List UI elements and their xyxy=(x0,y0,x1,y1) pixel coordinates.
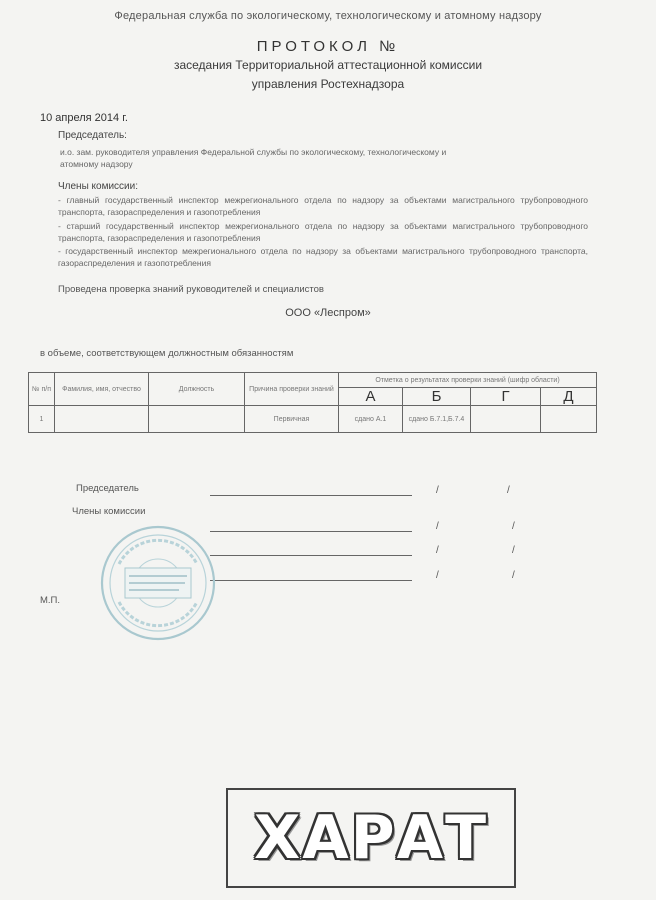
document-title: ПРОТОКОЛ № xyxy=(256,38,400,55)
cell-d xyxy=(541,406,597,433)
watermark-box xyxy=(226,788,516,888)
slash-mark: / xyxy=(512,521,515,532)
slash-mark: / xyxy=(436,485,439,496)
protocol-date: 10 апреля 2014 г. xyxy=(40,112,128,124)
header-col-b: Б xyxy=(403,388,471,406)
member-item: - государственный инспектор межрегионального отдела по надзору за объектами магистрального трубопроводного транспорта, газораспределения и газопотребления xyxy=(58,246,588,268)
header-num: № п/п xyxy=(29,373,55,406)
official-seal xyxy=(99,524,217,642)
header-results: Отметка о результатах проверки знаний (шифр области) xyxy=(339,373,597,388)
slash-mark: / xyxy=(436,545,439,556)
seal-place-label: М.П. xyxy=(40,595,61,606)
slash-mark: / xyxy=(512,545,515,556)
member-signature-line xyxy=(210,555,412,556)
chairman-signature-line xyxy=(210,495,412,496)
cell-reason: Первичная xyxy=(245,406,339,433)
header-col-d: Д xyxy=(541,388,597,406)
table-row xyxy=(29,406,597,433)
members-heading: Члены комиссии: xyxy=(58,181,139,192)
header-name: Фамилия, имя, отчество xyxy=(55,373,149,406)
document-subtitle-line1: заседания Территориальной аттестационной комиссии xyxy=(173,58,483,72)
chairman-signature-label: Председатель xyxy=(76,483,139,494)
cell-g xyxy=(471,406,541,433)
chairman-heading: Председатель: xyxy=(58,130,127,141)
slash-mark: / xyxy=(436,521,439,532)
header-col-a: А xyxy=(339,388,403,406)
check-line: Проведена проверка знаний руководителей и специалистов xyxy=(58,284,324,295)
header-reason: Причина проверки знаний xyxy=(245,373,339,406)
results-table xyxy=(28,372,597,433)
member-signature-line xyxy=(210,580,412,581)
cell-b: сдано Б.7.1,Б.7.4 xyxy=(403,406,471,433)
document-subtitle-line2: управления Ростехнадзора xyxy=(251,77,405,91)
chairman-text: и.о. зам. руководителя управления Федеральной службы по экологическому, технологическому и атомному надзору xyxy=(60,147,447,169)
slash-mark: / xyxy=(507,485,510,496)
watermark-text: ХАРАТ xyxy=(253,803,489,873)
members-signature-label: Члены комиссии xyxy=(72,506,146,517)
header-position: Должность xyxy=(149,373,245,406)
agency-header: Федеральная служба по экологическому, технологическому и атомному надзору xyxy=(114,10,542,22)
cell-a: сдано А.1 xyxy=(339,406,403,433)
member-signature-line xyxy=(210,531,412,532)
cell-name xyxy=(55,406,149,433)
organization-name: ООО «Леспром» xyxy=(285,307,371,319)
slash-mark: / xyxy=(436,570,439,581)
cell-position xyxy=(149,406,245,433)
slash-mark: / xyxy=(512,570,515,581)
member-item: - старший государственный инспектор межрегионального отдела по надзору за объектами магистрального трубопроводного транспорта, газораспределения и газопотребления xyxy=(58,221,588,243)
scope-line: в объеме, соответствующем должностным обязанностям xyxy=(40,348,294,359)
header-col-g: Г xyxy=(471,388,541,406)
member-item: - главный государственный инспектор межрегионального отдела по надзору за объектами магистрального трубопроводного транспорта, газораспределения и газопотребления xyxy=(58,195,588,217)
cell-num: 1 xyxy=(29,406,55,433)
